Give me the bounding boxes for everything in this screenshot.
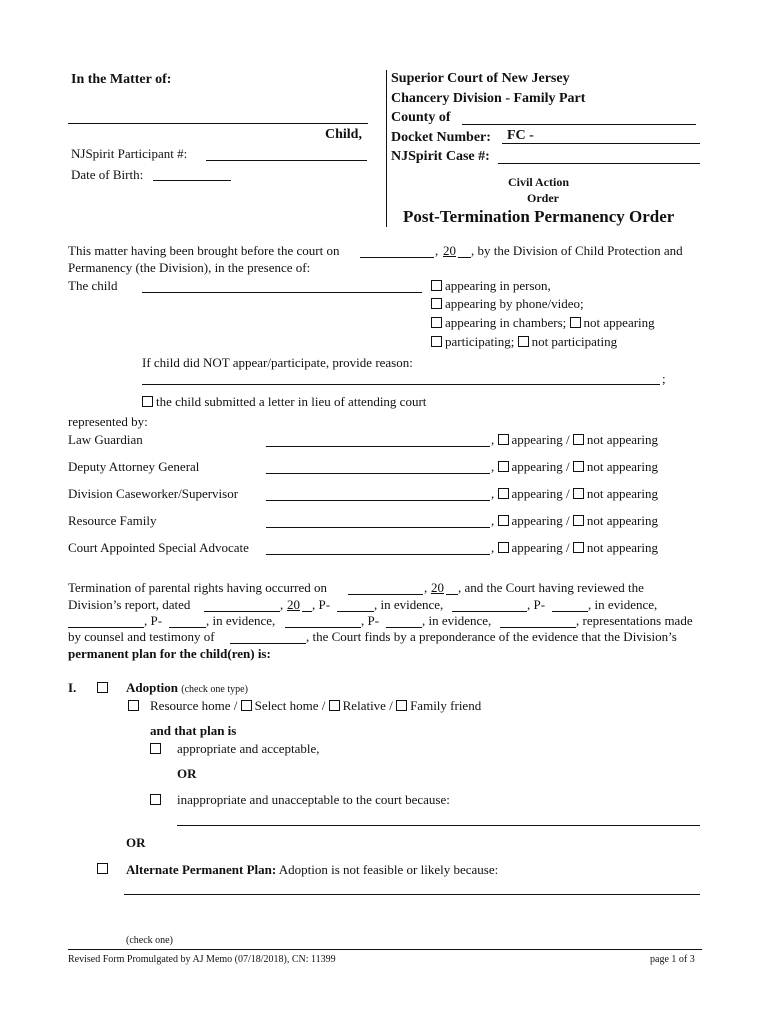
checkbox-icon[interactable] xyxy=(142,396,153,407)
resource-home-checkbox[interactable] xyxy=(128,700,139,711)
tpr-line2a: Division’s report, dated xyxy=(68,597,191,612)
check-one-label: (check one) xyxy=(126,935,173,946)
child-name-line[interactable] xyxy=(68,123,368,124)
checkbox-icon[interactable] xyxy=(573,542,584,553)
party-label: Law Guardian xyxy=(68,432,143,447)
checkbox-icon[interactable] xyxy=(498,542,509,553)
party-name-field[interactable] xyxy=(266,527,490,528)
in-the-matter-label: In the Matter of: xyxy=(71,72,172,87)
adoption-heading: Adoption (check one type) xyxy=(126,680,248,695)
evidence-field[interactable] xyxy=(500,627,576,628)
docket-label: Docket Number: xyxy=(391,130,491,145)
adoption-types: Resource home / Select home / Relative / Family friend xyxy=(150,698,482,713)
tpr-line1a: Termination of parental rights having occurred on xyxy=(68,580,328,595)
party-name-field[interactable] xyxy=(266,473,490,474)
checkbox-icon[interactable] xyxy=(573,515,584,526)
case-field[interactable] xyxy=(498,163,700,164)
reason-semicolon: ; xyxy=(662,371,666,386)
reason-prompt: If child did NOT appear/participate, provide reason: xyxy=(142,355,413,370)
dob-label: Date of Birth: xyxy=(71,167,144,182)
caption-divider xyxy=(386,70,387,227)
party-label: Division Caseworker/Supervisor xyxy=(68,486,239,501)
tpr-comma2: , xyxy=(280,597,284,612)
tpr-line3b: , in evidence, xyxy=(206,613,276,628)
intro-year: 20 xyxy=(443,243,456,258)
party-status: , appearing / not appearing xyxy=(491,513,658,528)
appropriate-label: appropriate and acceptable, xyxy=(177,741,320,756)
checkbox-icon[interactable] xyxy=(431,336,442,347)
tpr-line3c: , P- xyxy=(361,613,380,628)
tpr-line2e: , in evidence, xyxy=(588,597,658,612)
tpr-date-field[interactable] xyxy=(348,594,423,595)
party-label: Court Appointed Special Advocate xyxy=(68,540,249,555)
checkbox-icon[interactable] xyxy=(431,280,442,291)
county-field[interactable] xyxy=(462,124,696,125)
docket-value: FC - xyxy=(507,128,534,143)
tpr-line5: permanent plan for the child(ren) is: xyxy=(68,646,271,661)
intro-comma1: , xyxy=(435,243,439,258)
checkbox-icon[interactable] xyxy=(498,488,509,499)
reason-field[interactable] xyxy=(142,384,660,385)
footer-rule xyxy=(68,949,702,950)
checkbox-icon[interactable] xyxy=(396,700,407,711)
tpr-line1b: , and the Court having reviewed the xyxy=(458,580,644,595)
report-year-field[interactable] xyxy=(302,611,312,612)
page-title: Post-Termination Permanency Order xyxy=(403,207,675,226)
party-status: , appearing / not appearing xyxy=(491,540,658,555)
intro-line1a: This matter having been brought before the court on xyxy=(68,243,340,258)
footer-page-number: page 1 of 3 xyxy=(650,954,695,965)
alternate-reason-field[interactable] xyxy=(124,894,700,895)
tpr-line4a: by counsel and testimony of xyxy=(68,629,215,644)
inappropriate-reason-field[interactable] xyxy=(177,825,700,826)
exhibit-field[interactable] xyxy=(337,611,374,612)
option-chambers[interactable]: appearing in chambers; not appearing xyxy=(431,315,655,331)
tpr-line4b: , the Court finds by a preponderance of the evidence that the Division’s xyxy=(306,629,677,644)
party-status: , appearing / not appearing xyxy=(491,459,658,474)
checkbox-icon[interactable] xyxy=(573,434,584,445)
exhibit-field[interactable] xyxy=(552,611,588,612)
testimony-field[interactable] xyxy=(230,643,306,644)
tpr-comma: , xyxy=(424,580,428,595)
tpr-line2d: , P- xyxy=(527,597,546,612)
checkbox-icon[interactable] xyxy=(573,461,584,472)
checkbox-icon[interactable] xyxy=(431,317,442,328)
option-participating[interactable]: participating; not participating xyxy=(431,334,617,350)
or-label-2: OR xyxy=(126,835,146,850)
adoption-checkbox[interactable] xyxy=(97,682,108,693)
party-status: , appearing / not appearing xyxy=(491,432,658,447)
section-numeral: I. xyxy=(68,680,77,695)
county-label: County of xyxy=(391,110,451,125)
option-phone-video[interactable]: appearing by phone/video; xyxy=(431,296,584,312)
letter-option[interactable]: the child submitted a letter in lieu of attending court xyxy=(142,394,426,410)
alternate-plan-text: Alternate Permanent Plan: Adoption is not feasible or likely because: xyxy=(126,862,499,877)
party-status: , appearing / not appearing xyxy=(491,486,658,501)
alternate-plan-checkbox[interactable] xyxy=(97,863,108,874)
appropriate-checkbox[interactable] xyxy=(150,743,161,754)
evidence-field[interactable] xyxy=(68,627,144,628)
docket-field[interactable] xyxy=(502,143,700,144)
hearing-year-field[interactable] xyxy=(458,257,471,258)
participant-field[interactable] xyxy=(206,160,367,161)
division-name: Chancery Division - Family Part xyxy=(391,91,586,106)
evidence-field[interactable] xyxy=(285,627,361,628)
or-label: OR xyxy=(177,766,197,781)
child-present-field[interactable] xyxy=(142,292,422,293)
the-child-label: The child xyxy=(68,278,118,293)
checkbox-icon[interactable] xyxy=(570,317,581,328)
civil-action-label: Civil Action xyxy=(508,175,570,189)
tpr-year-field[interactable] xyxy=(446,594,458,595)
order-label: Order xyxy=(527,191,559,205)
tpr-line3a: , P- xyxy=(144,613,163,628)
represented-by-label: represented by: xyxy=(68,414,148,429)
checkbox-icon[interactable] xyxy=(431,298,442,309)
hearing-date-field[interactable] xyxy=(360,257,434,258)
and-plan-label: and that plan is xyxy=(150,723,237,738)
tpr-line2b: , P- xyxy=(312,597,331,612)
dob-field[interactable] xyxy=(153,180,231,181)
participant-label: NJSpirit Participant #: xyxy=(71,146,188,161)
evidence-field[interactable] xyxy=(452,611,527,612)
party-label: Resource Family xyxy=(68,513,157,528)
party-name-field[interactable] xyxy=(266,446,490,447)
checkbox-icon[interactable] xyxy=(241,700,252,711)
option-in-person[interactable]: appearing in person, xyxy=(431,278,551,294)
exhibit-field[interactable] xyxy=(386,627,422,628)
court-name: Superior Court of New Jersey xyxy=(391,71,570,86)
checkbox-icon[interactable] xyxy=(498,515,509,526)
intro-line2: Permanency (the Division), in the presence of: xyxy=(68,260,311,275)
inappropriate-label: inappropriate and unacceptable to the court because: xyxy=(177,792,450,807)
tpr-year: 20 xyxy=(431,580,444,595)
tpr-line2c: , in evidence, xyxy=(374,597,444,612)
tpr-line3e: , representations made xyxy=(576,613,693,628)
footer-left: Revised Form Promulgated by AJ Memo (07/18/2018), CN: 11399 xyxy=(68,954,336,965)
party-name-field[interactable] xyxy=(266,500,490,501)
child-label: Child, xyxy=(325,127,362,142)
exhibit-field[interactable] xyxy=(169,627,206,628)
checkbox-icon[interactable] xyxy=(498,434,509,445)
checkbox-icon[interactable] xyxy=(498,461,509,472)
party-name-field[interactable] xyxy=(266,554,490,555)
report-date-field[interactable] xyxy=(204,611,280,612)
intro-line1b: , by the Division of Child Protection and xyxy=(471,243,683,258)
report-year: 20 xyxy=(287,597,300,612)
checkbox-icon[interactable] xyxy=(518,336,529,347)
party-label: Deputy Attorney General xyxy=(68,459,200,474)
checkbox-icon[interactable] xyxy=(573,488,584,499)
tpr-line3d: , in evidence, xyxy=(422,613,492,628)
case-label: NJSpirit Case #: xyxy=(391,149,490,164)
inappropriate-checkbox[interactable] xyxy=(150,794,161,805)
checkbox-icon[interactable] xyxy=(329,700,340,711)
